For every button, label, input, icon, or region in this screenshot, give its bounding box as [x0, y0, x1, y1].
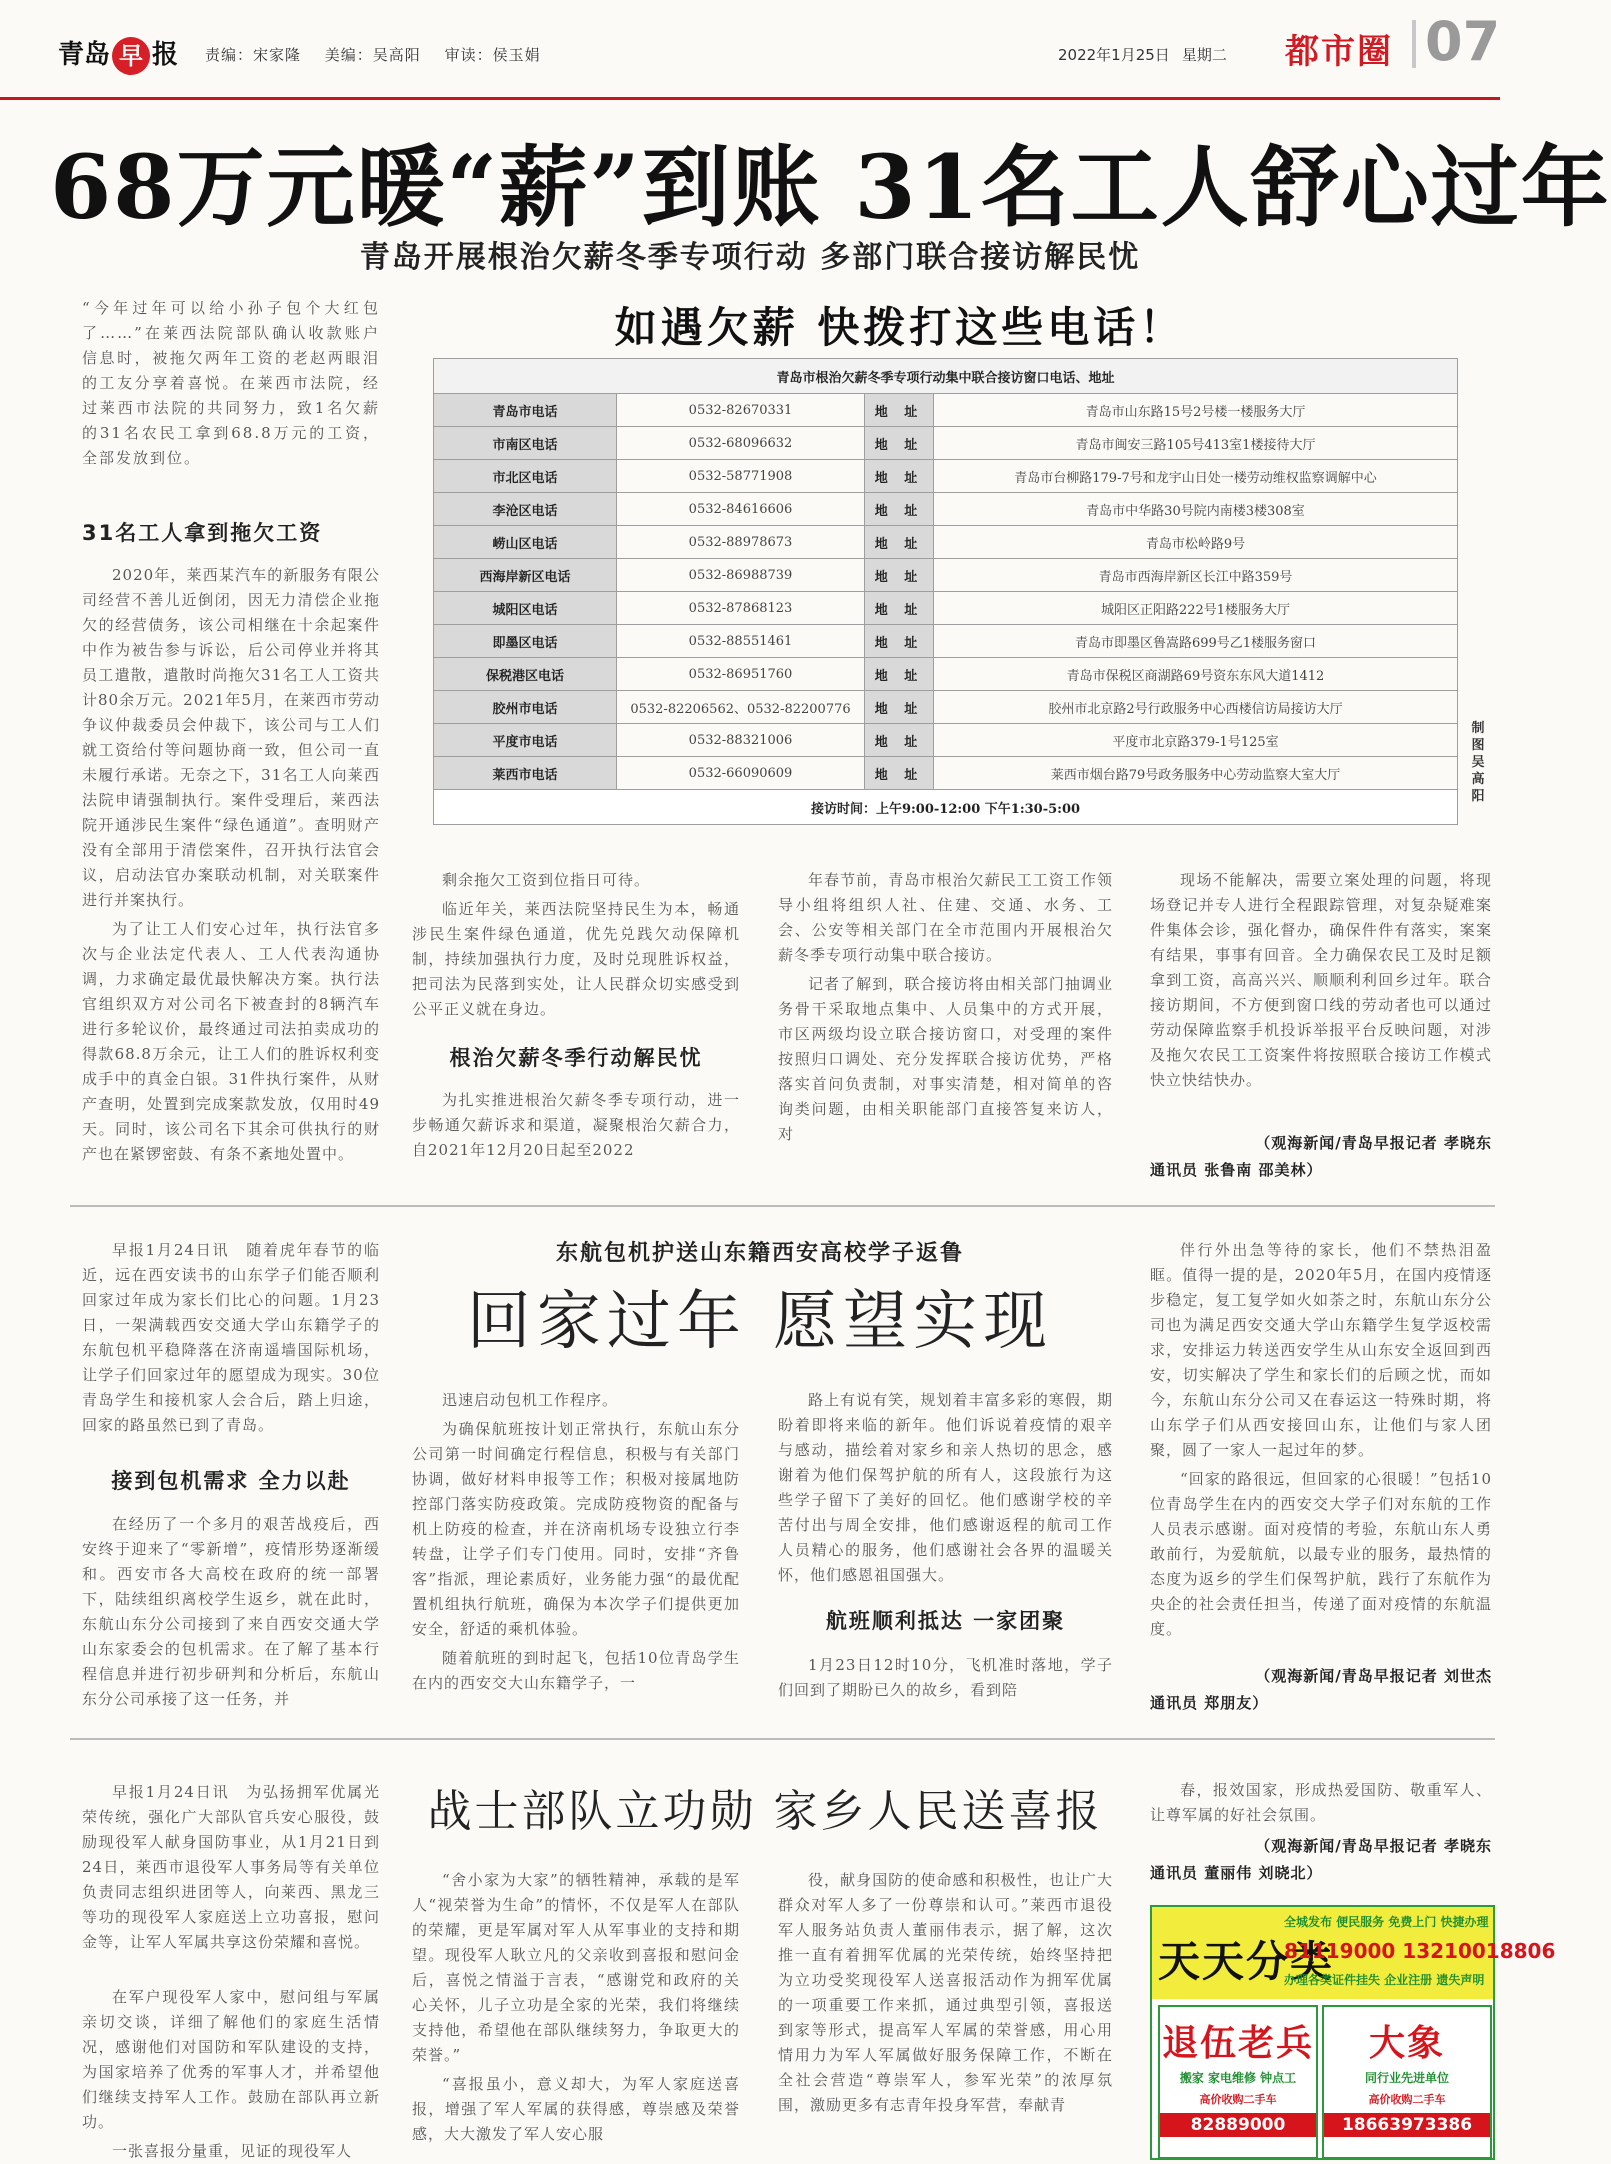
reporter-credit: （观海新闻/青岛早报记者 孝晓东 [1255, 1134, 1492, 1152]
address-label: 地 址 [865, 460, 934, 493]
ad-box-phone: 18663973386 [1324, 2113, 1490, 2137]
address: 青岛市即墨区鲁嵩路699号乙1楼服务窗口 [934, 625, 1458, 658]
issue-date [1058, 44, 1239, 65]
district-name: 崂山区电话 [434, 526, 617, 559]
table-row [434, 691, 1458, 724]
hotline-table [433, 358, 1458, 825]
story2-heading-1: 接到包机需求 全力以赴 [111, 1469, 351, 1493]
story2-column-3b [778, 1653, 1113, 1715]
paragraph: “回家的路很远，但回家的心很暖！”包括10位青岛学生在内的西安交大学子们对东航的工作人员表示感谢。面对疫情的考验，东航山东人勇敢前行，为爱航航，以最专业的服务，最热情的态度为返乡的学生们保驾护航，践行了东航作为央企的社会责任担当，传递了面对疫情的东航温度。 [1150, 1470, 1492, 1638]
district-name: 莱西市电话 [434, 757, 617, 790]
correspondent-credit: 通讯员 董丽伟 刘晓北） [1150, 1864, 1323, 1882]
story3-lead [82, 1780, 380, 1955]
paragraph: 春，报效国家，形成热爱国防、敬重军人、让尊军属的好社会氛围。 [1150, 1781, 1492, 1824]
editor-credits [205, 44, 559, 65]
ad-box-services: 同行业先进单位 [1364, 2071, 1449, 2085]
story2-column-4 [1150, 1238, 1492, 1658]
paragraph: 记者了解到，联合接访将由相关部门抽调业务骨干采取地点集中、人员集中的方式开展，市区两级均设立联合接访窗口，对受理的案件按照归口调处、充分发挥联合接访优势，严格落实首问负责制，对事实清楚，相对简单的咨询类问题，由相关职能部门直接答复来访人，对 [778, 975, 1113, 1143]
address: 青岛市闽安三路105号413室1楼接待大厅 [934, 427, 1458, 460]
story2-heading-2: 航班顺利抵达 一家团聚 [825, 1609, 1066, 1633]
story1-column-3 [778, 868, 1113, 1183]
address: 青岛市山东路15号2号楼一楼服务大厅 [934, 394, 1458, 427]
table-row [434, 559, 1458, 592]
graphic-credit: 制图 吴高阳 [1471, 721, 1485, 804]
story3-column-1 [82, 1985, 380, 2162]
district-name: 平度市电话 [434, 724, 617, 757]
proofreader-credit: 审读：侯玉娟 [444, 46, 541, 64]
story1-column-2b [412, 1088, 740, 1183]
phone-number: 0532-88978673 [617, 526, 865, 559]
story2-lead [82, 1238, 380, 1434]
story3-title: 战士部队立功勋 家乡人民送喜报 [427, 1786, 1103, 1837]
table-row [434, 757, 1458, 790]
address-label: 地 址 [865, 559, 934, 592]
paragraph: 为确保航班按计划正常执行，东航山东分公司第一时间确定行程信息，积极与有关部门协调，做好材料申报等工作；积极对接属地防控部门落实防疫政策。完成防疫物资的配备与机上防疫的检查，并在济南机场专设独立行李转盘，让学子们专门使用。同时，安排“齐鲁客”指派，理论素质好，业务能力强“的最优配置机组执行航班，确保为本次学子们提供更加安全，舒适的乘机体验。 [412, 1420, 740, 1638]
classified-ad [1150, 1905, 1556, 2160]
district-name: 李沧区电话 [434, 493, 617, 526]
ad-box-note: 高价收购二手车 [1199, 2093, 1277, 2106]
table-row [434, 724, 1458, 757]
table-row [434, 625, 1458, 658]
table-row [434, 427, 1458, 460]
paragraph: 2020年，莱西某汽车的新服务有限公司经营不善儿近倒闭，因无力清偿企业拖欠的经营债务，该公司相继在十余起案件中作为被告参与诉讼，后公司停业并将其员工遣散，遣散时尚拖欠31名工人工资共计80余万元。2021年5月，在莱西市劳动争议仲裁委员会仲裁下，该公司与工人们就工资给付等问题协商一致，但公司一直未履行承诺。无奈之下，31名工人向莱西法院申请强制执行。案件受理后，莱西法院开通涉民生案件“绿色通道”。查明财产没有全部用于清偿案件，召开执行法官会议，启动法官办案联动机制，对关联案件进行并案执行。 [82, 566, 380, 909]
logo-text-bao: 报 [152, 40, 179, 70]
section-divider [70, 1205, 1495, 1207]
designer-credit: 美编：吴高阳 [324, 46, 421, 64]
story3-column-3 [778, 1868, 1113, 2162]
address-label: 地 址 [865, 625, 934, 658]
district-name: 保税港区电话 [434, 658, 617, 691]
ad-box-phone: 82889000 [1160, 2113, 1316, 2137]
paragraph: 迅速启动包机工作程序。 [442, 1391, 619, 1409]
story2-credit [1150, 1663, 1492, 1717]
story2-column-2 [412, 1388, 740, 1716]
paragraph: 为扎实推进根治欠薪冬季专项行动，进一步畅通欠薪诉求和渠道，凝聚根治欠薪合力，自2021年12月20日起至2022 [412, 1091, 740, 1159]
section-divider [70, 1738, 1495, 1740]
story1-credit [1150, 1130, 1492, 1184]
table-row [434, 493, 1458, 526]
table-row [434, 394, 1458, 427]
story2-column-3 [778, 1388, 1113, 1584]
address: 胶州市北京路2号行政服务中心西楼信访局接访大厅 [934, 691, 1458, 724]
story3-column-2 [412, 1868, 740, 2162]
masthead [0, 0, 1500, 100]
paragraph: 在经历了一个多月的艰苦战疫后，西安终于迎来了“零新增”，疫情形势逐渐缓和。西安市各大高校在政府的统一部署下，陆续组织离校学生返乡，就在此时，东航山东分公司接到了来自西安交通大学山东家委会的包机需求。在了解了基本行程信息并进行初步研判和分析后，东航山东分公司承接了这一任务，并 [82, 1515, 380, 1708]
page-number: 07 [1425, 10, 1501, 73]
story1-column-4 [1150, 868, 1492, 1108]
correspondent-credit: 通讯员 张鲁南 邵美林） [1150, 1161, 1323, 1179]
ad-box-services: 搬家 家电维修 钟点工 [1179, 2071, 1297, 2085]
paragraph: 临近年关，莱西法院坚持民生为本，畅通涉民生案件绿色通道，优先兑践欠动保障机制，持续加强执行力度，及时兑现胜诉权益，把司法为民落到实处，让人民群众切实感受到公平正义就在身边。 [412, 900, 740, 1018]
paragraph: “喜报虽小，意义却大，为军人家庭送喜报，增强了军人军属的获得感，尊崇感及荣誉感，大大激发了军人安心服 [412, 2075, 740, 2143]
address-label: 地 址 [865, 394, 934, 427]
district-name: 市北区电话 [434, 460, 617, 493]
phone-number: 0532-87868123 [617, 592, 865, 625]
masthead-divider [1412, 20, 1416, 68]
district-name: 青岛市电话 [434, 394, 617, 427]
story1-column-2 [412, 868, 740, 1018]
address: 青岛市台柳路179-7号和龙宇山日处一楼劳动维权监察调解中心 [934, 460, 1458, 493]
ad-box-daxiang [1322, 2005, 1492, 2159]
story1-column-1 [82, 563, 380, 1183]
story2-title: 回家过年 愿望实现 [466, 1285, 1054, 1359]
address: 青岛市松岭路9号 [934, 526, 1458, 559]
district-name: 市南区电话 [434, 427, 617, 460]
story3-credit [1150, 1833, 1492, 1887]
correspondent-credit: 通讯员 郑朋友） [1150, 1694, 1269, 1712]
address-label: 地 址 [865, 658, 934, 691]
ad-brand: 天天分类 [1158, 1937, 1335, 1986]
phone-number: 0532-82670331 [617, 394, 865, 427]
paragraph: 剩余拖欠工资到位指日可待。 [442, 871, 651, 889]
ad-tagline: 办理各类证件挂失 企业注册 遗失声明 [1284, 1973, 1485, 1987]
phone-number: 0532-58771908 [617, 460, 865, 493]
story2-column-1 [82, 1512, 380, 1717]
paragraph: 随着航班的到时起飞，包括10位青岛学生在内的西安交大山东籍学子，一 [412, 1649, 740, 1692]
paragraph: 伴行外出急等待的家长，他们不禁热泪盈眶。值得一提的是，2020年5月，在国内疫情逐步稳定，复工复学如火如荼之时，东航山东分公司也为满足西安交通大学山东籍学生复学返校需求，安排运力转送西安学生从山东安全返回到西安，切实解决了学生和家长们的后顾之忧，而如今，东航山东分公司又在春运这一特殊时期，将山东学子们从西安接回山东，让他们与家人团聚，圆了一家人一起过年的梦。 [1150, 1241, 1492, 1459]
reporter-credit: （观海新闻/青岛早报记者 刘世杰 [1255, 1667, 1492, 1685]
story3-column-4 [1150, 1778, 1492, 1830]
phone-number: 0532-82206562、0532-82200776 [617, 691, 865, 724]
district-name: 胶州市电话 [434, 691, 617, 724]
address-label: 地 址 [865, 757, 934, 790]
date-text: 2022年1月25日 [1058, 46, 1170, 64]
reception-hours: 接访时间：上午9:00-12:00 下午1:30-5:00 [434, 790, 1458, 825]
table-row [434, 592, 1458, 625]
hotline-title: 如遇欠薪 快拨打这些电话！ [614, 303, 1186, 352]
paragraph: 在军户现役军人家中，慰问组与军属亲切交谈，详细了解他们的家庭生活情况，感谢他们对国防和军队建设的支持，为国家培养了优秀的军事人才，并希望他们继续支持军人工作。鼓励在部队再立新功。 [82, 1988, 380, 2131]
address: 青岛市保税区商湖路69号资东东风大道1412 [934, 658, 1458, 691]
story1-heading-2: 根治欠薪冬季行动解民忧 [449, 1046, 703, 1070]
paragraph: 路上有说有笑，规划着丰富多彩的寒假，期盼着即将来临的新年。他们诉说着疫情的艰辛与感动，描绘着对家乡和亲人热切的思念，感谢着为他们保驾护航的所有人，这段旅行为这些学子留下了美好的回忆。他们感谢学校的辛苦付出与周全安排，他们感谢返程的航司工作人员精心的服务，他们感谢社会各界的温暖关怀，他们感恩祖国强大。 [778, 1391, 1113, 1584]
story1-headline: 68万元暖“薪”到账 31名工人舒心过年 [50, 135, 1611, 239]
address-label: 地 址 [865, 592, 934, 625]
address: 青岛市中华路30号院内南楼3楼308室 [934, 493, 1458, 526]
address-label: 地 址 [865, 724, 934, 757]
story1-heading-1: 31名工人拿到拖欠工资 [82, 521, 323, 545]
address: 青岛市西海岸新区长江中路359号 [934, 559, 1458, 592]
phone-number: 0532-66090609 [617, 757, 865, 790]
address: 平度市北京路379-1号125室 [934, 724, 1458, 757]
paragraph: “舍小家为大家”的牺牲精神，承载的是军人“视荣誉为生命”的情怀，不仅是军人在部队的荣耀，更是军属对军人从军事业的支持和期望。现役军人耿立凡的父亲收到喜报和慰问金后，喜悦之情溢于言表，“感谢党和政府的关心关怀，儿子立功是全家的光荣，我们将继续支持他，希望他在部队继续努力，争取更大的荣誉。” [412, 1871, 740, 2064]
story1-lead: “今年过年可以给小孙子包个大红包了……”在莱西法院部队确认收款账户信息时，被拖欠两年工资的老赵两眼泪的工友分享着喜悦。在莱西市法院，经过莱西市法院的共同努力，致1名欠薪的31名农民工拿到68.8万元的工资，全部发放到位。 [82, 299, 380, 467]
ad-box-note: 高价收购二手车 [1368, 2093, 1446, 2106]
newspaper-logo [58, 34, 178, 75]
address: 莱西市烟台路79号政务服务中心劳动监察大室大厅 [934, 757, 1458, 790]
ad-banner [1152, 1907, 1556, 1999]
district-name: 城阳区电话 [434, 592, 617, 625]
table-row [434, 658, 1458, 691]
phone-number: 0532-86988739 [617, 559, 865, 592]
paragraph: 现场不能解决，需要立案处理的问题，将现场登记并专人进行全程跟踪管理，对复杂疑难案件集体会诊，强化督办，确保件件有落实，案案有结果，事事有回音。全力确保农民工及时足额拿到工资，高高兴兴、顺顺利利回乡过年。联合接访期间，不方便到窗口线的劳动者也可以通过劳动保障监察手机投诉举报平台反映问题，对涉及拖欠农民工工资案件将按照联合接访工作模式快立快结快办。 [1150, 871, 1492, 1089]
table-row [434, 460, 1458, 493]
district-name: 西海岸新区电话 [434, 559, 617, 592]
address-label: 地 址 [865, 691, 934, 724]
paragraph: 为了让工人们安心过年，执行法官多次与企业法定代表人、工人代表沟通协调，力求确定最优最快解决方案。执行法官组织双方对公司名下被查封的8辆汽车进行多轮议价，最终通过司法拍卖成功的得款68.8万余元，让工人们的胜诉权利变成手中的真金白银。31件执行案件，从财产查明，处置到完成案款发放，仅用时49天。同时，该公司名下其余可供执行的财产也在紧锣密鼓、有条不紊地处置中。 [82, 920, 380, 1163]
ad-box-name: 退伍老兵 [1161, 2023, 1314, 2064]
table-row [434, 790, 1458, 825]
address: 城阳区正阳路222号1楼服务大厅 [934, 592, 1458, 625]
paragraph: 役，献身国防的使命感和积极性，也让广大群众对军人多了一份尊崇和认可。”莱西市退役军人服务站负责人董丽伟表示，据了解，这次推一直有着拥军优属的光荣传统，始终坚持把为立功受奖现役军人送喜报活动作为拥军优属的一项重要工作来抓，通过典型引领，喜报送到家等形式，提高军人军属的荣誉感，用心用情用力为军人军属做好服务保障工作，不断在全社会营造“尊崇军人，参军光荣”的浓厚氛围，激励更多有志青年投身军营，奉献青 [778, 1871, 1113, 2114]
district-name: 即墨区电话 [434, 625, 617, 658]
logo-badge: 早 [112, 37, 150, 75]
phone-number: 0532-86951760 [617, 658, 865, 691]
paragraph: 1月23日12时10分，飞机准时落地，学子们回到了期盼已久的故乡，看到陪 [778, 1656, 1113, 1699]
ad-box-veteran [1158, 2005, 1318, 2159]
ad-tagline: 全城发布 便民服务 免费上门 快捷办理 [1284, 1915, 1489, 1929]
weekday-text: 星期二 [1181, 46, 1227, 64]
paragraph: 早报1月24日讯 随着虎年春节的临近，远在西安读书的山东学子们能否顺利回家过年成为家长们比心的问题。1月23日，一架满载西安交通大学山东籍学子的东航包机平稳降落在济南遥墙国际机场，让学子们回家过年的愿望成为现实。30位青岛学生和接机家人会合后，踏上归途，回家的路虽然已到了青岛。 [82, 1241, 380, 1434]
phone-number: 0532-84616606 [617, 493, 865, 526]
paragraph: 早报1月24日讯 为弘扬拥军优属光荣传统，强化广大部队官兵安心服役，鼓励现役军人献身国防事业，从1月21日到24日，莱西市退役军人事务局等有关单位负责同志组织进团等人，向莱西、黑龙三等功的现役军人家庭送上立功喜报，慰问金等，让军人军属共享这份荣耀和喜悦。 [82, 1783, 380, 1951]
logo-text-qingdao: 青岛 [58, 40, 111, 70]
paragraph: 一张喜报分量重，见证的现役军人 [112, 2142, 353, 2160]
phone-number: 0532-88551461 [617, 625, 865, 658]
phone-number: 0532-68096632 [617, 427, 865, 460]
ad-phones: 81119000 13210018806 [1284, 1939, 1556, 1963]
story1-subhead: 青岛开展根治欠薪冬季专项行动 多部门联合接访解民忧 [359, 240, 1141, 275]
story2-kicker: 东航包机护送山东籍西安高校学子返鲁 [555, 1240, 964, 1266]
address-label: 地 址 [865, 427, 934, 460]
table-row [434, 526, 1458, 559]
reporter-credit: （观海新闻/青岛早报记者 孝晓东 [1255, 1837, 1492, 1855]
ad-box-name: 大象 [1368, 2023, 1445, 2064]
address-label: 地 址 [865, 493, 934, 526]
paragraph: 年春节前，青岛市根治欠薪民工工资工作领导小组将组织人社、住建、交通、水务、工会、公安等相关部门在全市范围内开展根治欠薪冬季专项行动集中联合接访。 [778, 871, 1113, 964]
phone-number: 0532-88321006 [617, 724, 865, 757]
section-name: 都市圈 [1285, 32, 1393, 72]
hotline-table-caption: 青岛市根治欠薪冬季专项行动集中联合接访窗口电话、地址 [434, 359, 1458, 394]
editor-credit: 责编：宋家隆 [205, 46, 302, 64]
address-label: 地 址 [865, 526, 934, 559]
